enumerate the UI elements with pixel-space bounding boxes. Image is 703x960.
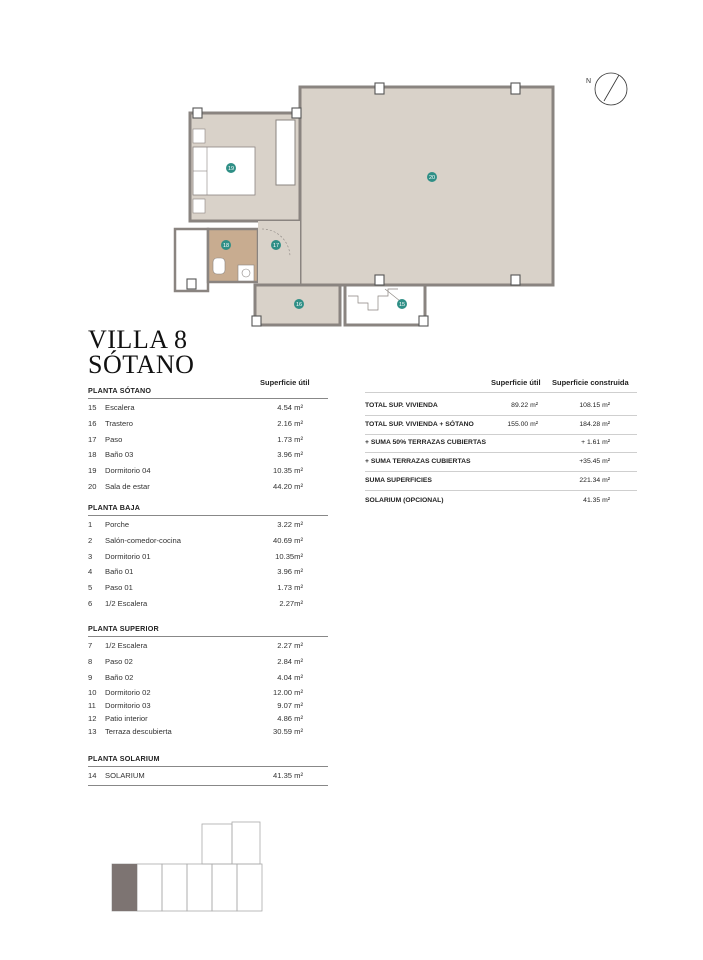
area-row-num: 11 [88,701,96,711]
area-row [88,701,303,713]
compass-needle [604,75,619,101]
area-row-area: 2.16 m² [277,418,303,428]
area-row-area: 30.59 m² [273,727,303,737]
area-row-name: Paso [105,434,123,444]
area-row-num: 20 [88,482,97,491]
totals-label: TOTAL SUP. VIVIENDA [365,402,438,409]
area-row [88,688,303,700]
area-row [88,435,303,447]
area-row-area: 2.84 m² [277,656,303,666]
area-row [88,583,303,595]
totals-construida: 221.34 m² [579,477,610,484]
key-plan [0,815,703,915]
marker-16: 16 [295,302,303,308]
area-row [88,727,303,739]
area-row-name: Paso 01 [105,583,133,593]
area-row [88,567,303,579]
area-row-name: Patio interior [105,714,148,724]
area-row-area: 4.04 m² [277,672,303,682]
room-escalera [345,285,425,325]
washbasin [238,265,254,281]
totals-construida: +35.45 m² [579,458,610,465]
section-rule [88,766,328,767]
key-plan-highlight [112,864,137,911]
area-row [88,536,303,548]
area-row-area: 12.00 m² [273,688,303,698]
totals-label: TOTAL SUP. VIVIENDA + SÓTANO [365,421,474,428]
area-row-area: 9.07 m² [277,701,303,711]
area-row-num: 16 [88,418,97,428]
nightstand [193,199,205,213]
divider [365,490,637,491]
area-row [88,466,303,478]
totals-label: SOLARIUM (OPCIONAL) [365,497,444,504]
floor-title: SÓTANO [88,350,195,379]
area-row-name: 1/2 Escalera [105,599,148,608]
area-row-name: Salón-comedor-cocina [105,535,181,545]
area-row-name: Dormitorio 03 [105,701,151,711]
area-row [88,520,303,532]
toilet [213,258,225,274]
area-row-num: 8 [88,656,93,666]
area-row-name: Dormitorio 04 [105,466,151,476]
totals-label: + SUMA TERRAZAS CUBIERTAS [365,458,471,465]
area-row-area: 10.35 m² [273,466,303,476]
area-row-num: 6 [88,599,93,608]
area-row-num: 15 [88,403,97,412]
area-row-num: 5 [88,583,93,593]
area-row-name: Terraza descubierta [105,727,172,737]
area-row-name: Dormitorio 01 [105,551,151,561]
area-row-name: Paso 02 [105,656,133,666]
area-row-num: 9 [88,672,93,682]
area-row-area: 4.86 m² [277,714,303,724]
area-row [88,641,303,653]
section-heading: PLANTA SÓTANO [88,386,152,395]
totals-row [365,421,610,433]
area-row-name: Porche [105,520,130,529]
area-row-num: 7 [88,641,93,650]
divider [365,392,637,393]
area-row-area: 10.35m² [275,551,303,561]
section-heading: PLANTA SUPERIOR [88,624,159,633]
area-row-name: Escalera [105,403,135,412]
divider [365,434,637,435]
marker-17: 17 [272,243,280,249]
area-row-num: 14 [88,771,97,780]
marker-20: 20 [428,175,436,181]
marker-19: 19 [227,166,235,172]
section-heading: PLANTA BAJA [88,503,141,512]
villa-title: VILLA 8 [88,325,188,354]
totals-row [365,477,610,489]
area-row-num: 2 [88,535,93,545]
area-row-area: 3.22 m² [277,520,303,529]
totals-construida: 108.15 m² [579,402,610,409]
area-row-name: SOLARIUM [105,771,145,780]
area-row [88,419,303,431]
area-row-num: 1 [88,520,93,529]
header-superficie-construida: Superficie construida [552,378,629,387]
section-rule [88,636,328,637]
area-row-num: 12 [88,714,97,724]
area-row [88,673,303,685]
area-row [88,771,303,783]
section-rule [88,785,328,786]
area-row-area: 1.73 m² [277,434,303,444]
room-sala-de-estar [300,87,553,285]
nightstand [193,129,205,143]
divider [365,452,637,453]
area-row-name: Baño 02 [105,672,134,682]
area-row-name: Sala de estar [105,482,150,491]
compass [586,73,627,105]
area-row-area: 2.27m² [279,599,303,608]
marker-15: 15 [398,302,406,308]
totals-construida: 41.35 m² [583,497,610,504]
area-row-area: 3.96 m² [277,450,303,460]
area-row-name: Dormitorio 02 [105,688,151,698]
area-row-num: 4 [88,567,93,577]
area-row [88,552,303,564]
section-heading: PLANTA SOLARIUM [88,754,160,763]
totals-util: 89.22 m² [511,402,538,409]
area-row [88,482,303,494]
area-row-name: Baño 03 [105,450,134,460]
totals-construida: + 1.61 m² [581,439,610,446]
section-rule [88,398,328,399]
totals-construida: 184.28 m² [579,421,610,428]
area-row-area: 4.54 m² [277,403,303,412]
area-row-num: 3 [88,551,93,561]
area-row [88,657,303,669]
area-row-num: 13 [88,727,97,737]
area-row [88,403,303,415]
totals-label: + SUMA 50% TERRAZAS CUBIERTAS [365,439,487,446]
area-row-area: 44.20 m² [273,482,303,491]
divider [365,415,637,416]
header-superficie-util: Superficie útil [260,378,310,387]
totals-row [365,402,610,414]
area-row-area: 2.27 m² [277,641,303,650]
section-rule [88,515,328,516]
area-row-num: 17 [88,434,97,444]
area-row-area: 3.96 m² [277,567,303,577]
area-row [88,450,303,462]
totals-util: 155.00 m² [507,421,538,428]
room-paso [258,221,300,285]
divider [365,471,637,472]
floor-plan [0,0,703,330]
area-row-num: 19 [88,466,97,476]
area-row-area: 40.69 m² [273,535,303,545]
totals-row [365,439,610,451]
wardrobe [276,120,295,185]
area-row [88,714,303,726]
header-superficie-util-totals: Superficie útil [491,378,541,387]
totals-label: SUMA SUPERFICIES [365,477,432,484]
area-row-name: Trastero [105,418,133,428]
area-row-name: 1/2 Escalera [105,641,148,650]
marker-18: 18 [222,243,230,249]
area-row-num: 18 [88,450,97,460]
totals-row [365,497,610,509]
area-row [88,599,303,611]
compass-north-label: N [586,78,592,85]
area-row-num: 10 [88,688,97,698]
totals-row [365,458,610,470]
area-row-area: 41.35 m² [273,771,303,780]
area-row-area: 1.73 m² [277,583,303,593]
area-row-name: Baño 01 [105,567,134,577]
